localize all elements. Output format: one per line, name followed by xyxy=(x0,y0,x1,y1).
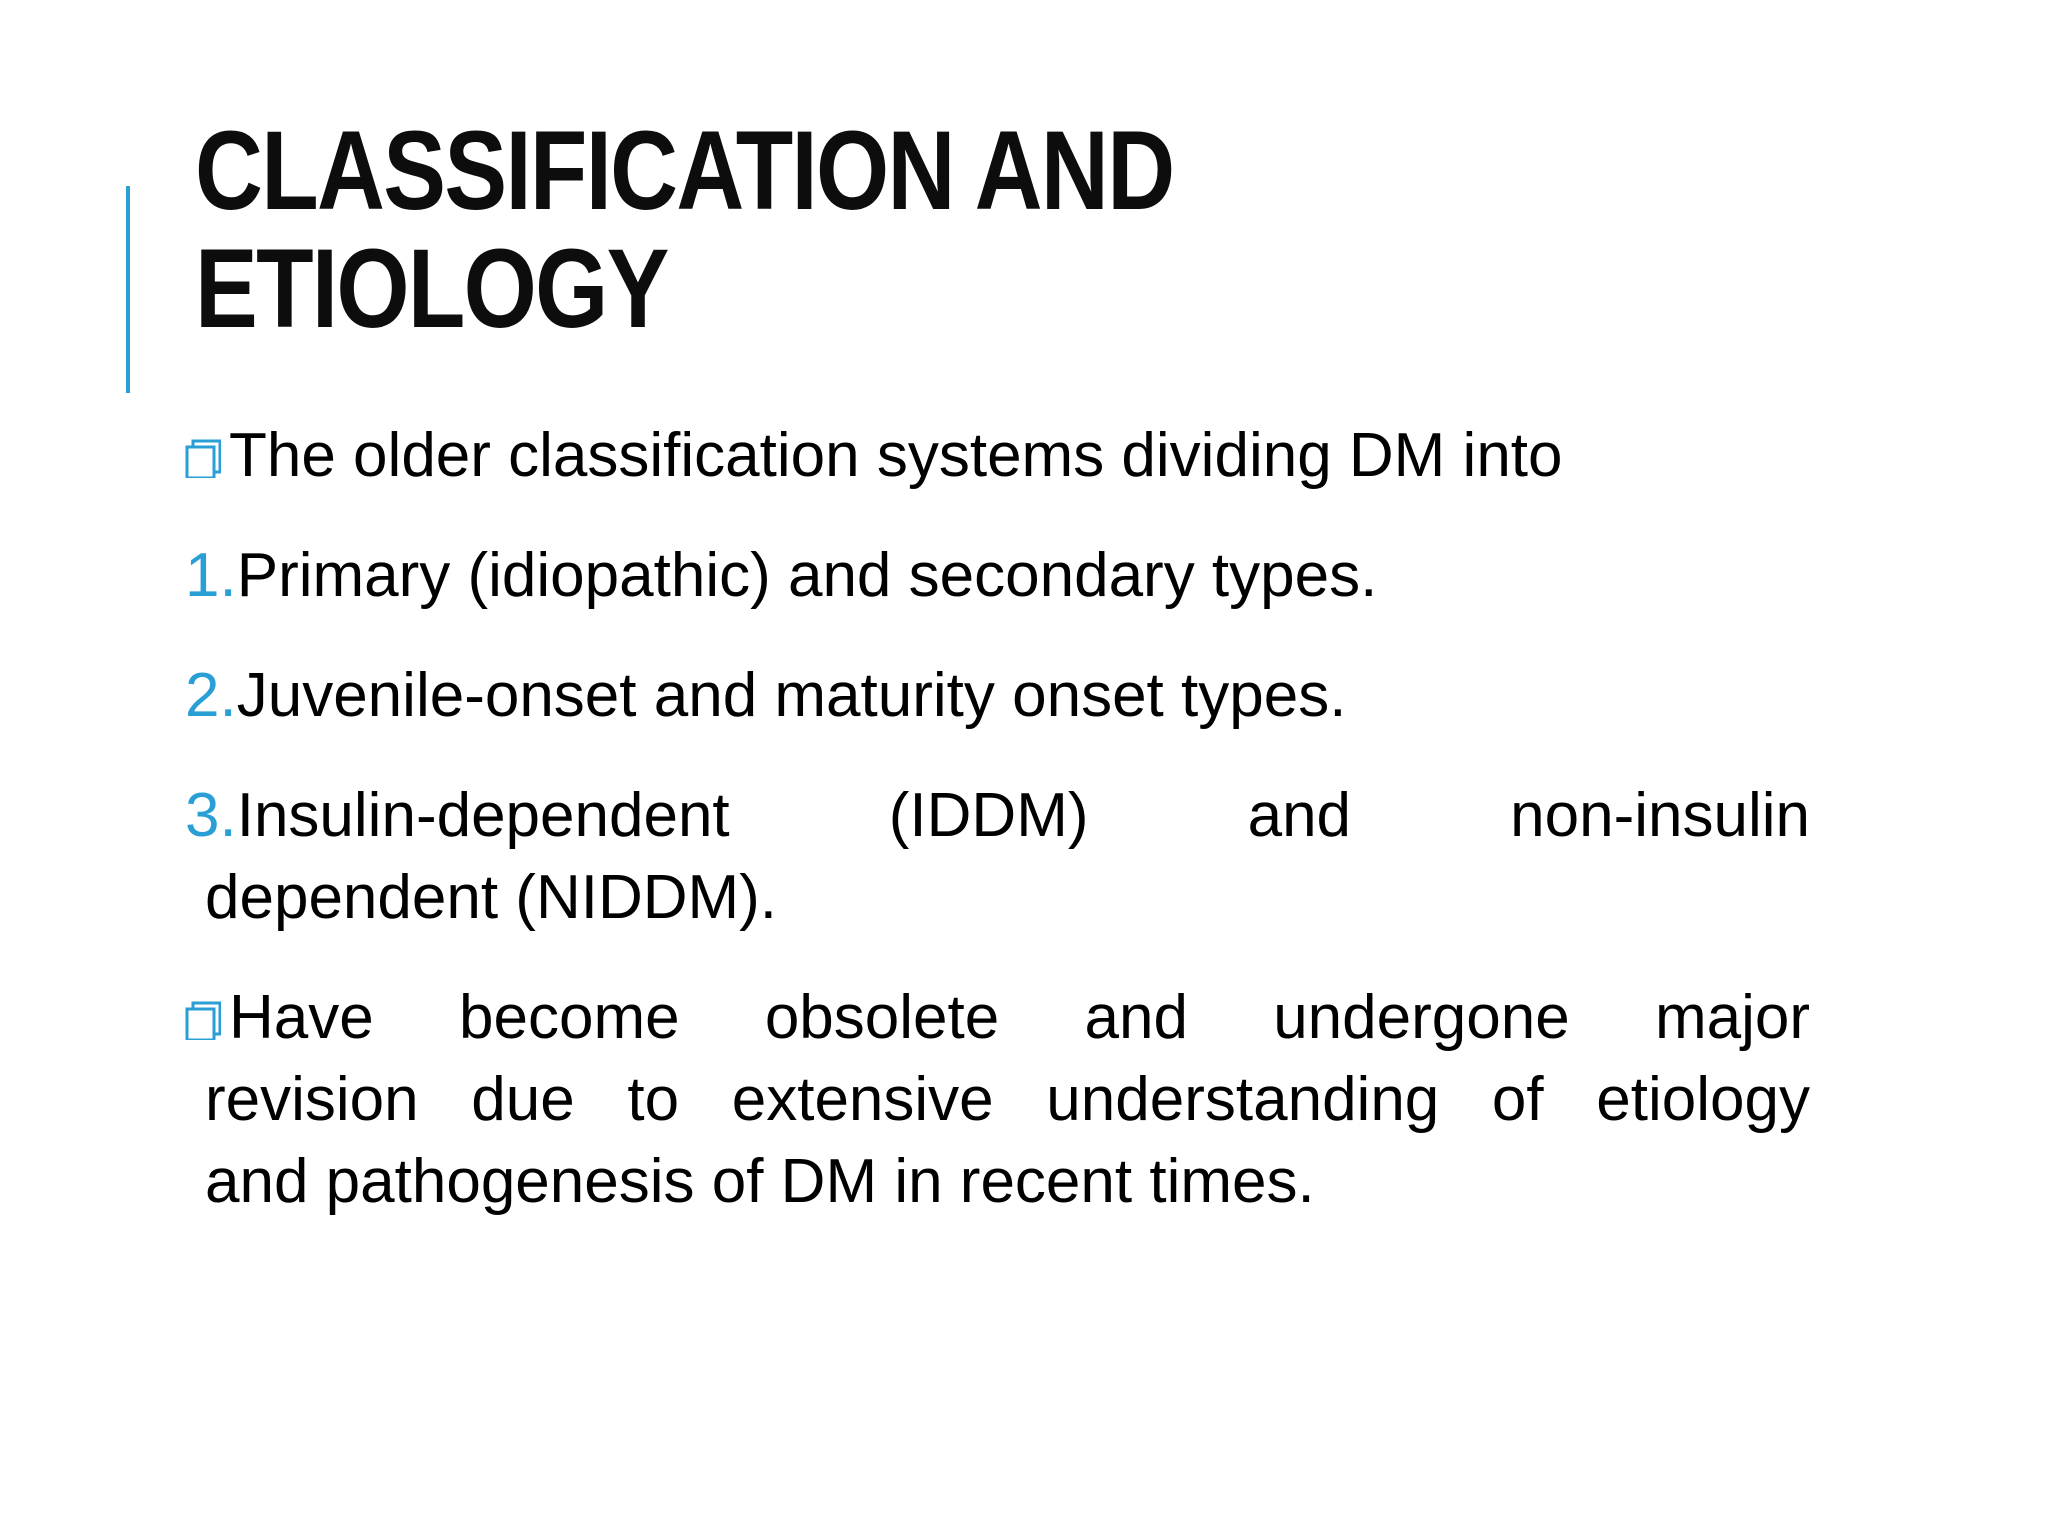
slide-title-line-1: CLASSIFICATION AND xyxy=(195,108,1174,233)
list-item-3 xyxy=(185,775,1810,939)
list-item-3-line-1 xyxy=(185,775,1810,857)
conclusion-bullet xyxy=(185,977,1810,1223)
list-item-2 xyxy=(185,655,1810,737)
list-item-1 xyxy=(185,535,1810,617)
intro-text: The older classification systems dividing DM into xyxy=(229,421,1563,490)
list-text-2: Juvenile-onset and maturity onset types. xyxy=(236,661,1347,730)
slide-body xyxy=(185,415,1810,1261)
conclusion-line-2: revision due to extensive understanding of etiology xyxy=(205,1065,1810,1134)
list-number-3: 3. xyxy=(185,781,237,850)
conclusion-line-3: and pathogenesis of DM in recent times. xyxy=(205,1147,1315,1216)
list-number-1: 1. xyxy=(185,541,237,610)
conclusion-line-1: Have become obsolete and undergone major xyxy=(229,983,1810,1052)
title-accent-rule xyxy=(126,186,130,393)
list-text-3-line-2: dependent (NIDDM). xyxy=(205,863,778,932)
slide-title xyxy=(195,108,1623,351)
list-text-3-line-1: Insulin-dependent (IDDM) and non-insulin xyxy=(236,781,1810,850)
intro-bullet xyxy=(185,415,1810,497)
hollow-square-bullet-icon xyxy=(185,1000,221,1040)
list-number-2: 2. xyxy=(185,661,237,730)
hollow-square-bullet-icon xyxy=(185,438,221,478)
slide-title-line-2: ETIOLOGY xyxy=(195,226,668,351)
list-text-1: Primary (idiopathic) and secondary types. xyxy=(236,541,1378,610)
conclusion-line-1-wrap xyxy=(185,977,1810,1059)
